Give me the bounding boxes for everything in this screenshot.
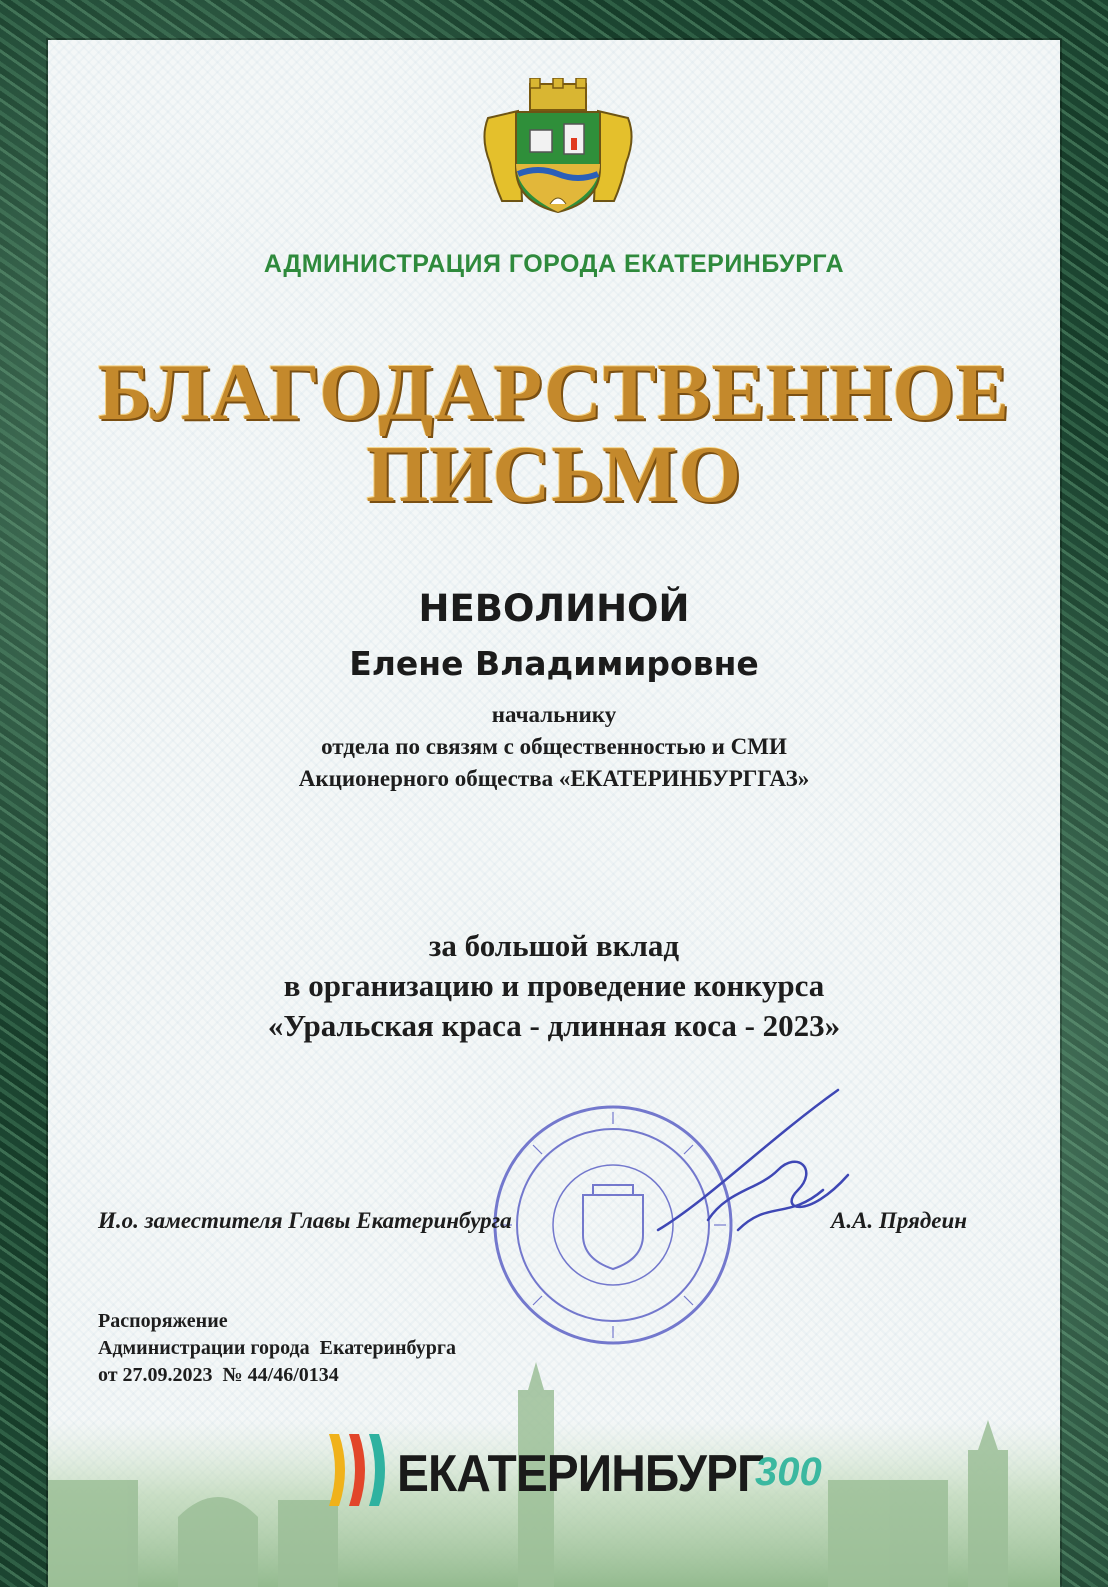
order-line: Администрации города Екатеринбурга [98, 1337, 456, 1359]
position-line: отдела по связям с общественностью и СМИ [321, 734, 787, 759]
jubilee-ribbon-icon [323, 1430, 393, 1510]
position-line: начальнику [491, 702, 617, 727]
reason-line: «Уральская краса - длинная коса - 2023» [267, 1008, 841, 1043]
recipient-surname: НЕВОЛИНОЙ [418, 587, 690, 630]
coat-of-arms-emblem [478, 78, 638, 218]
title-line-2: ПИСЬМО [366, 431, 742, 519]
certificate-sheet [48, 40, 1060, 1587]
reason-line: за большой вклад [428, 928, 680, 963]
signatory-name: А.А. Прядеин [831, 1208, 968, 1233]
recipient-given-names: Елене Владимировне [349, 644, 759, 683]
signatory-role: И.о. заместителя Главы Екатеринбурга [98, 1208, 512, 1233]
organization-name: АДМИНИСТРАЦИЯ ГОРОДА ЕКАТЕРИНБУРГА [263, 250, 845, 278]
order-line: от 27.09.2023 № 44/46/0134 [98, 1364, 339, 1386]
reason-line: в организацию и проведение конкурса [283, 968, 825, 1003]
order-line: Распоряжение [98, 1310, 228, 1332]
jubilee-logo-number: 300 [755, 1450, 822, 1494]
jubilee-logo-word: ЕКАТЕРИНБУРГ [397, 1445, 764, 1503]
title-line-1: БЛАГОДАРСТВЕННОЕ [98, 349, 1010, 437]
position-line: Акционерного общества «ЕКАТЕРИНБУРГГАЗ» [298, 766, 810, 791]
ekaterinburg-300-logo [323, 1426, 823, 1516]
